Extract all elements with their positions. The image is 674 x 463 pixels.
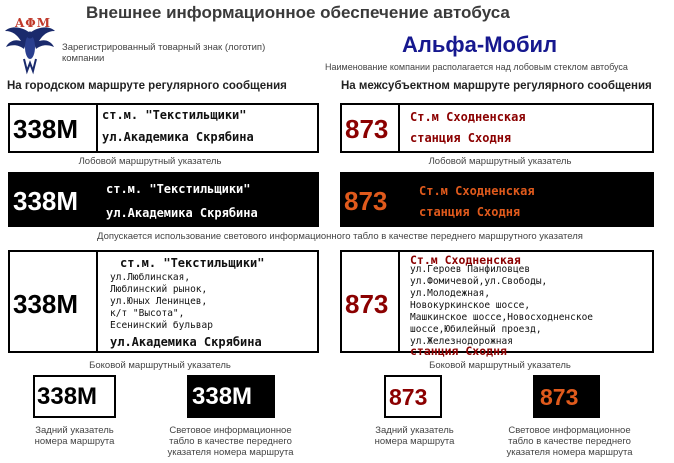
led-note: Допускается использование светового информационного табло в качестве переднего маршрутного указателя [97, 231, 583, 242]
side-caption-intercity: Боковой маршрутный указатель [429, 360, 571, 371]
via-stop: ул.Героев Панфиловцев [410, 264, 531, 275]
via-stop: к/т "Высота", [110, 308, 185, 319]
led-front-sign-city [8, 172, 319, 227]
via-stop: ул.Фомичевой,ул.Свободы, [410, 276, 548, 287]
via-stop: шоссе,Юбилейный проезд, [410, 324, 542, 335]
via-stop: Машкинское шоссе,Новосходненское [410, 312, 594, 323]
section-city: На городском маршруте регулярного сообщения [7, 80, 287, 92]
logo-lettering: ΑΦΜ [15, 16, 52, 30]
front-sign-city [8, 103, 319, 153]
route-from: ст.м. "Текстильщики" [106, 182, 251, 196]
route-number: 338М [13, 186, 79, 216]
route-number: 873 [345, 114, 389, 144]
rear-caption-city: Задний указатель номера маршрута [34, 425, 115, 447]
company-logo [3, 17, 57, 75]
route-to: ул.Академика Скрябина [106, 206, 258, 220]
via-stop: Новокуркинское шоссе, [410, 300, 531, 311]
led-caption-intercity: Световое информационное табло в качестве переднего указателя номера маршрута [506, 425, 633, 458]
route-to: станция Сходня [419, 205, 521, 219]
route-from: Ст.м Сходненская [419, 184, 535, 198]
route-from: Ст.м Сходненская [410, 110, 526, 124]
route-from: ст.м. "Текстильщики" [102, 108, 247, 122]
led-number-intercity [533, 375, 600, 418]
route-number: 338М [13, 289, 79, 319]
front-sign-intercity [340, 103, 654, 153]
route-to: станция Сходня [410, 131, 512, 145]
front-caption-city: Лобовой маршрутный указатель [78, 156, 222, 167]
route-from: ст.м. "Текстильщики" [120, 256, 265, 270]
via-stop: Есенинский бульвар [110, 320, 213, 331]
via-stop: Люблинский рынок, [110, 284, 208, 295]
led-number-city [187, 375, 275, 418]
brand-caption: Наименование компании располагается над лобовым стеклом автобуса [325, 62, 628, 72]
via-stop: ул.Люблинская, [110, 272, 191, 283]
route-number: 338М [37, 383, 98, 410]
logo-caption: Зарегистрированный товарный знак (логотип) компании [62, 42, 266, 64]
route-number: 873 [344, 186, 388, 216]
route-number: 873 [389, 384, 428, 410]
route-number: 338М [192, 383, 253, 410]
via-stop: ул.Железнодорожная [410, 336, 513, 347]
rear-sign-city [33, 375, 116, 418]
route-to: станция Сходня [410, 344, 507, 358]
front-caption-intercity: Лобовой маршрутный указатель [428, 156, 572, 167]
brand-name: Альфа-Мобил [402, 32, 558, 57]
route-to: ул.Академика Скрябина [110, 335, 262, 349]
route-to: ул.Академика Скрябина [102, 130, 254, 144]
side-caption-city: Боковой маршрутный указатель [89, 360, 231, 371]
page-title: Внешнее информационное обеспечение автобуса [86, 3, 510, 22]
rear-caption-intercity: Задний указатель номера маршрута [374, 425, 455, 447]
section-intercity: На межсубъектном маршруте регулярного сообщения [341, 80, 652, 92]
route-number: 873 [540, 384, 579, 410]
route-from: Ст.м Сходненская [410, 253, 521, 267]
side-sign-intercity [340, 250, 654, 358]
rear-sign-intercity [384, 375, 442, 418]
via-stop: ул.Юных Ленинцев, [110, 296, 208, 307]
led-front-sign-intercity [340, 172, 654, 227]
side-sign-city [8, 250, 319, 353]
route-number: 873 [345, 289, 389, 319]
led-caption-city: Световое информационное табло в качестве переднего указателя номера маршрута [167, 425, 294, 458]
via-stop: ул.Молодежная, [410, 288, 491, 299]
route-number: 338М [13, 114, 79, 144]
